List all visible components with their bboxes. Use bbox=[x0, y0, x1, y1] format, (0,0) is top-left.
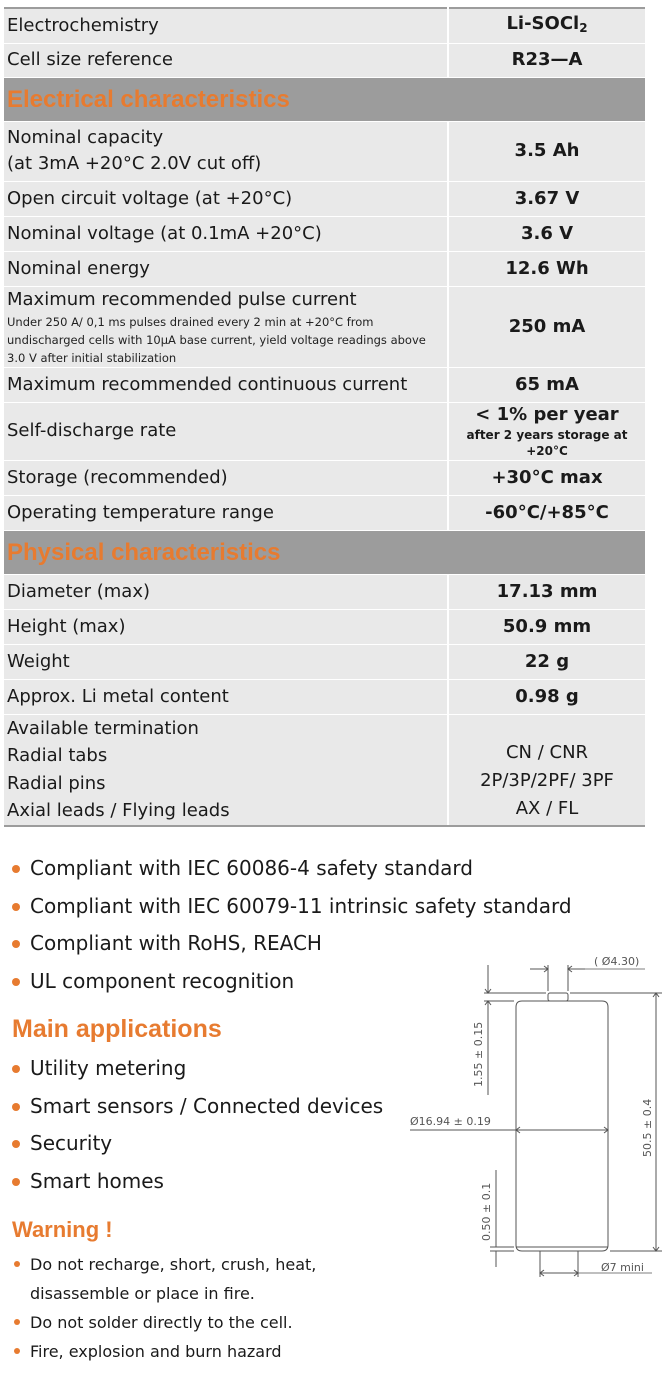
list-item bbox=[12, 1308, 316, 1337]
row-note: Under 250 A/ 0,1 ms pulses drained every 2 min at +20°C from undischarged cells with 10µA base current, yield voltage readings above 3.0 V after initial stabilization bbox=[7, 314, 426, 365]
table-row bbox=[4, 8, 645, 43]
item-text: Compliant with IEC 60086-4 safety standard bbox=[30, 856, 473, 880]
list-item bbox=[12, 888, 572, 926]
list-item bbox=[12, 1163, 383, 1201]
cell-dimension-drawing bbox=[400, 945, 662, 1285]
section-title: Physical characteristics bbox=[4, 530, 645, 574]
row-label: Electrochemistry bbox=[4, 8, 448, 43]
item-text: Do not solder directly to the cell. bbox=[30, 1313, 293, 1332]
row-label bbox=[4, 714, 448, 826]
item-text: Do not recharge, short, crush, heat, bbox=[30, 1255, 317, 1274]
table-row bbox=[4, 367, 645, 402]
row-value: 3.5 Ah bbox=[448, 121, 645, 181]
row-label bbox=[4, 286, 448, 367]
table-row bbox=[4, 43, 645, 77]
table-row bbox=[4, 644, 645, 679]
row-label: Height (max) bbox=[4, 609, 448, 644]
row-label: Storage (recommended) bbox=[4, 460, 448, 495]
table-row bbox=[4, 609, 645, 644]
row-value: 250 mA bbox=[448, 286, 645, 367]
label-line: Radial tabs bbox=[7, 745, 108, 767]
item-text: Security bbox=[30, 1131, 113, 1155]
table-row bbox=[4, 286, 645, 367]
item-text: Smart homes bbox=[30, 1168, 164, 1193]
row-label: Self-discharge rate bbox=[4, 402, 448, 460]
list-item bbox=[12, 850, 572, 888]
warnings-list bbox=[12, 1250, 316, 1366]
row-value bbox=[448, 402, 645, 460]
spec-table bbox=[4, 7, 645, 827]
list-item bbox=[12, 1337, 316, 1366]
item-text: Utility metering bbox=[30, 1056, 187, 1080]
table-row bbox=[4, 216, 645, 251]
label-line: Maximum recommended pulse current bbox=[7, 288, 357, 310]
bullet-icon bbox=[12, 940, 20, 948]
row-value: +30°C max bbox=[448, 460, 645, 495]
cell-body-shape bbox=[516, 1001, 608, 1251]
item-text: Compliant with RoHS, REACH bbox=[30, 931, 322, 955]
bullet-icon bbox=[12, 865, 20, 873]
table-row bbox=[4, 679, 645, 714]
row-label bbox=[4, 121, 448, 181]
item-text: Fire, explosion and burn hazard bbox=[30, 1342, 282, 1361]
label-line: Nominal capacity bbox=[7, 127, 164, 148]
value-line: CN / CNR bbox=[505, 741, 589, 763]
row-label: Nominal voltage (at 0.1mA +20°C) bbox=[4, 216, 448, 251]
item-text: UL component recognition bbox=[30, 968, 295, 993]
row-label: Cell size reference bbox=[4, 43, 448, 77]
applications-list bbox=[12, 1050, 383, 1200]
row-label: Nominal energy bbox=[4, 251, 448, 286]
row-value: 3.67 V bbox=[448, 181, 645, 216]
body-diameter-label: Ø16.94 ± 0.19 bbox=[410, 1115, 491, 1128]
chemistry-value: Li-SOCl bbox=[506, 12, 580, 34]
row-value: 22 g bbox=[448, 644, 645, 679]
row-value: 50.9 mm bbox=[448, 609, 645, 644]
table-row bbox=[4, 121, 645, 181]
label-line: (at 3mA +20°C 2.0V cut off) bbox=[7, 153, 262, 174]
value-main: < 1% per year bbox=[475, 404, 619, 425]
row-label: Weight bbox=[4, 644, 448, 679]
value-line: 2P/3P/2PF/ 3PF bbox=[480, 769, 614, 791]
bullet-icon bbox=[14, 1319, 20, 1325]
table-row bbox=[4, 402, 645, 460]
row-value bbox=[448, 714, 645, 826]
item-text: Smart sensors / Connected devices bbox=[30, 1093, 384, 1118]
base-height-label: 0.50 ± 0.1 bbox=[480, 1182, 493, 1241]
row-value: 3.6 V bbox=[448, 216, 645, 251]
terminal-height-label: 1.55 ± 0.15 bbox=[472, 1021, 485, 1087]
item-text: disassemble or place in fire. bbox=[30, 1284, 255, 1303]
table-row-termination bbox=[4, 714, 645, 826]
row-value: 0.98 g bbox=[448, 679, 645, 714]
terminal-shape bbox=[548, 993, 568, 1001]
bullet-icon bbox=[12, 978, 20, 986]
value-note: after 2 years storage at +20°C bbox=[466, 428, 628, 458]
table-row bbox=[4, 495, 645, 530]
table-row bbox=[4, 574, 645, 609]
section-header-physical bbox=[4, 530, 645, 574]
row-value: 17.13 mm bbox=[448, 574, 645, 609]
chemistry-subscript: 2 bbox=[579, 20, 588, 35]
bullet-icon bbox=[14, 1348, 20, 1354]
row-label: Maximum recommended continuous current bbox=[4, 367, 448, 402]
row-label: Diameter (max) bbox=[4, 574, 448, 609]
row-value: R23—A bbox=[448, 43, 645, 77]
applications-heading: Main applications bbox=[12, 1015, 222, 1043]
total-height-label: 50.5 ± 0.4 bbox=[641, 1098, 654, 1157]
list-item bbox=[12, 1125, 383, 1163]
row-value bbox=[448, 8, 645, 43]
base-diameter-label: Ø7 mini bbox=[601, 1261, 644, 1274]
list-item bbox=[12, 1088, 383, 1126]
item-text: Compliant with IEC 60079-11 intrinsic safety standard bbox=[30, 893, 572, 918]
list-item bbox=[12, 1050, 383, 1088]
terminal-diameter-label: ( Ø4.30) bbox=[594, 955, 640, 968]
label-line: Radial pins bbox=[7, 772, 106, 794]
label-line: Axial leads / Flying leads bbox=[7, 800, 230, 822]
table-row bbox=[4, 181, 645, 216]
table-row bbox=[4, 251, 645, 286]
row-value: -60°C/+85°C bbox=[448, 495, 645, 530]
bullet-icon bbox=[14, 1261, 20, 1267]
row-value: 65 mA bbox=[448, 367, 645, 402]
bullet-icon bbox=[12, 1140, 20, 1148]
row-label: Open circuit voltage (at +20°C) bbox=[4, 181, 448, 216]
row-label: Approx. Li metal content bbox=[4, 679, 448, 714]
bullet-icon bbox=[12, 903, 20, 911]
row-label: Operating temperature range bbox=[4, 495, 448, 530]
bullet-icon bbox=[12, 1065, 20, 1073]
warning-heading: Warning ! bbox=[12, 1217, 113, 1242]
section-title: Electrical characteristics bbox=[4, 77, 645, 121]
value-line: AX / FL bbox=[515, 797, 579, 819]
section-header-electrical bbox=[4, 77, 645, 121]
bullet-icon bbox=[12, 1103, 20, 1111]
bullet-icon bbox=[12, 1178, 20, 1186]
row-value: 12.6 Wh bbox=[448, 251, 645, 286]
list-item bbox=[12, 1250, 316, 1308]
label-line: Available termination bbox=[7, 717, 199, 739]
table-row bbox=[4, 460, 645, 495]
